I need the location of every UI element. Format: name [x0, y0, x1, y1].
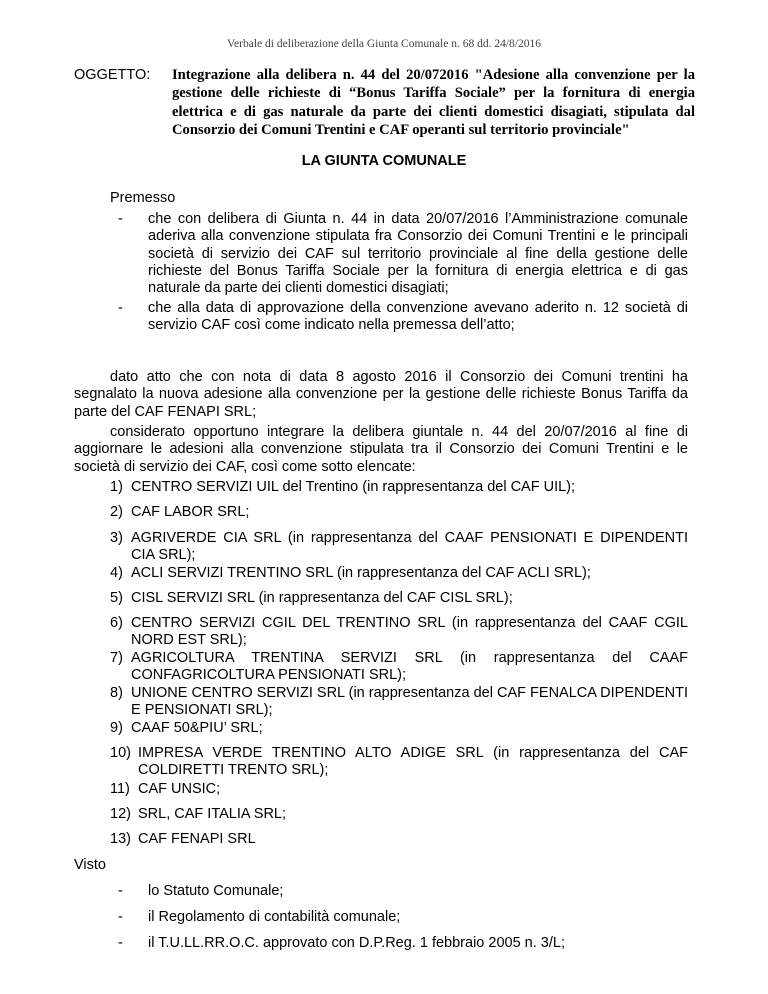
list-item-text: SRL, CAF ITALIA SRL; [138, 806, 287, 822]
paragraph-dato-atto: dato atto che con nota di data 8 agosto 2016 il Consorzio dei Comuni trentini ha segnalato la nuova adesione alla convenzione per la gestione delle richieste Bonus Tariffa da parte del CAF FENAPI SRL; [74, 369, 688, 420]
list-number: 11) [110, 781, 130, 797]
list-item-text: CENTRO SERVIZI UIL del Trentino (in rappresentanza del CAF UIL); [131, 479, 576, 495]
visto-item-1 [118, 883, 688, 901]
list-item-text: AGRICOLTURA TRENTINA SERVIZI SRL (in rappresentanza del CAAF CONFAGRICOLTURA PENSIONATI SRL); [131, 650, 688, 684]
list-number: 7) [110, 650, 123, 666]
list-item-text: CENTRO SERVIZI CGIL DEL TRENTINO SRL (in rappresentanza del CAAF CGIL NORD EST SRL); [131, 615, 688, 649]
premesso-item-2 [118, 300, 688, 336]
list-number: 10) [110, 745, 131, 761]
subject-label: OGGETTO: [74, 67, 151, 83]
list-item-text: ACLI SERVIZI TRENTINO SRL (in rappresentanza del CAF ACLI SRL); [131, 565, 591, 581]
list-dash: - [118, 883, 123, 899]
premesso-item-text: che alla data di approvazione della convenzione avevano aderito n. 12 società di servizio CAF così come indicato nella premessa dell’atto; [148, 300, 688, 334]
visto-item-2 [118, 909, 688, 927]
list-dash: - [118, 935, 123, 951]
list-dash: - [118, 211, 123, 227]
page-header: Verbale di deliberazione della Giunta Comunale n. 68 dd. 24/8/2016 [227, 38, 541, 50]
list-number: 6) [110, 615, 123, 631]
list-item-text: IMPRESA VERDE TRENTINO ALTO ADIGE SRL (in rappresentanza del CAF COLDIRETTI TRENTO SRL); [138, 745, 688, 779]
premesso-item-text: che con delibera di Giunta n. 44 in data 20/07/2016 l’Amministrazione comunale aderiva alla convenzione stipulata fra Consorzio dei Comuni Trentini e le principali società di servizio dei CAF sul territorio provinciale al fine della gestione delle richieste del Bonus Tariffa Sociale per la fornitura di energia elettrica e di gas naturale da parte dei clienti domestici disagiati; [148, 211, 688, 297]
list-item-text: CAAF 50&PIU’ SRL; [131, 720, 263, 736]
list-item-text: CISL SERVIZI SRL (in rappresentanza del CAF CISL SRL); [131, 590, 513, 606]
premesso-label: Premesso [110, 190, 176, 206]
list-number: 3) [110, 530, 123, 546]
visto-item-text: il T.U.LL.RR.O.C. approvato con D.P.Reg. 1 febbraio 2005 n. 3/L; [148, 935, 565, 951]
list-item-text: UNIONE CENTRO SERVIZI SRL (in rappresentanza del CAF FENALCA DIPENDENTI E PENSIONATI SRL); [131, 685, 688, 719]
visto-item-3 [118, 935, 688, 953]
list-number: 5) [110, 590, 123, 606]
paragraph-considerato: considerato opportuno integrare la delibera giuntale n. 44 del 20/07/2016 al fine di aggiornare le adesioni alla convenzione stipulata tra il Consorzio dei Comuni Trentini e le società di servizio dei CAF, così come sotto elencate: [74, 424, 688, 475]
list-number: 13) [110, 831, 131, 847]
list-number: 12) [110, 806, 131, 822]
visto-item-text: lo Statuto Comunale; [148, 883, 284, 899]
list-number: 9) [110, 720, 123, 736]
premesso-item-1 [118, 211, 688, 297]
list-item-text: CAF LABOR SRL; [131, 504, 250, 520]
list-number: 8) [110, 685, 123, 701]
visto-item-text: il Regolamento di contabilità comunale; [148, 909, 401, 925]
visto-label: Visto [74, 857, 106, 873]
list-item-text: CAF UNSIC; [138, 781, 221, 797]
subject-text: Integrazione alla delibera n. 44 del 20/072016 "Adesione alla convenzione per la gestione delle richieste di “Bonus Tariffa Sociale” per la fornitura di energia elettrica e di gas naturale da parte dei clienti domestici disagiati, stipulata dal Consorzio dei Comuni Trentini e CAF operanti sul territorio provinciale" [172, 67, 695, 138]
list-number: 1) [110, 479, 123, 495]
list-dash: - [118, 300, 123, 316]
list-dash: - [118, 909, 123, 925]
list-number: 4) [110, 565, 123, 581]
document-title: LA GIUNTA COMUNALE [301, 153, 467, 169]
list-number: 2) [110, 504, 123, 520]
list-item-text: AGRIVERDE CIA SRL (in rappresentanza del CAAF PENSIONATI E DIPENDENTI CIA SRL); [131, 530, 688, 564]
list-item-text: CAF FENAPI SRL [138, 831, 256, 847]
